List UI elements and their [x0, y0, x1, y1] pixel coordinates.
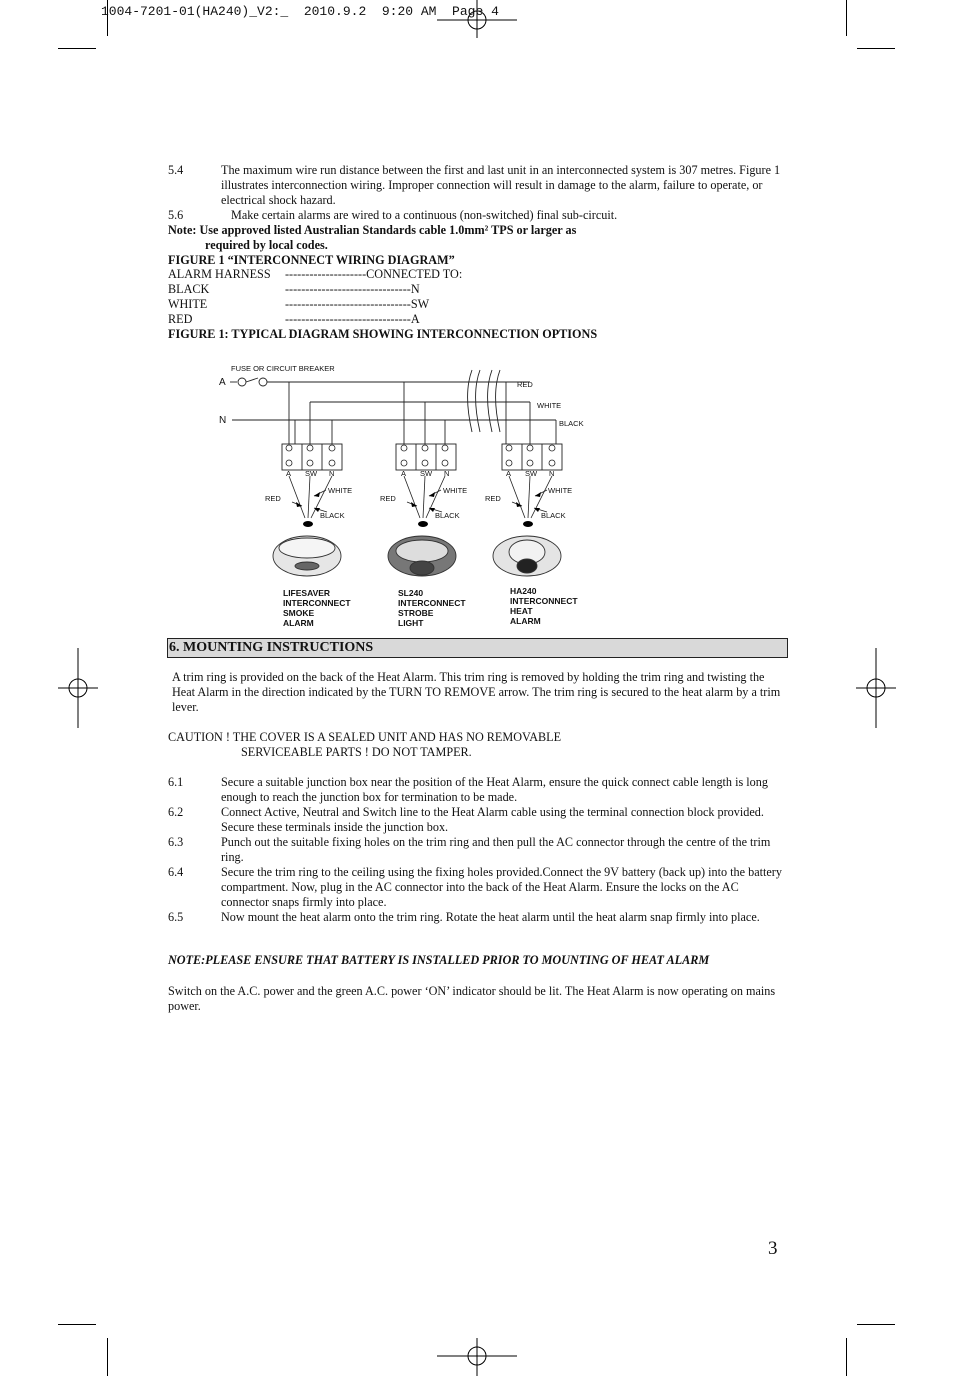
terminal-label: SW: [305, 469, 318, 478]
wire-label: BLACK: [320, 511, 345, 520]
device-label-strobe: SL240 INTERCONNECT STROBE LIGHT: [398, 588, 466, 628]
item-text: The maximum wire run distance between the first and last unit in an interconnected system is 307 metres. Figure 1 illustrates interconnection wiring. Improper connection will result in damage to the alarm, failure to operate, or electrical shock hazard.: [221, 163, 781, 207]
terminal-label: A: [401, 469, 407, 478]
wire-label: WHITE: [548, 486, 573, 495]
terminal-label: A: [506, 469, 512, 478]
step-number: 6.5: [168, 910, 184, 924]
harness-table: [168, 267, 788, 327]
section-title: 6. MOUNTING INSTRUCTIONS: [167, 638, 788, 658]
wire-label: BLACK: [541, 511, 566, 520]
caution: [168, 730, 782, 760]
harness-row: RED -------------------------------A: [168, 312, 420, 326]
figure-caption: FIGURE 1: TYPICAL DIAGRAM SHOWING INTERCONNECTION OPTIONS: [168, 327, 598, 341]
item-number: 5.6: [168, 208, 184, 222]
page-number: 3: [768, 1238, 778, 1259]
final-paragraph: Switch on the A.C. power and the green A.C. power ‘ON’ indicator should be lit. The Heat Alarm is now operating on mains power.: [168, 984, 776, 1013]
line-a-label: A: [219, 377, 226, 388]
fuse-label: FUSE OR CIRCUIT BREAKER: [231, 364, 335, 373]
step-text: Now mount the heat alarm onto the trim ring. Rotate the heat alarm until the heat alarm snap firmly into place.: [221, 910, 760, 924]
item-5-4: [168, 163, 788, 208]
terminal-label: N: [444, 469, 450, 478]
battery-note: NOTE:PLEASE ENSURE THAT BATTERY IS INSTALLED PRIOR TO MOUNTING OF HEAT ALARM: [168, 953, 710, 967]
step-text: Punch out the suitable fixing holes on the trim ring and then pull the AC connector through the centre of the trim ring.: [221, 835, 771, 864]
terminal-label: N: [329, 469, 335, 478]
caution-line: SERVICEABLE PARTS ! DO NOT TAMPER.: [241, 745, 472, 759]
device-label-smoke: LIFESAVER INTERCONNECT SMOKE ALARM: [283, 588, 351, 628]
terminal-label: N: [549, 469, 555, 478]
line-n-label: N: [219, 415, 227, 426]
step-number: 6.4: [168, 865, 184, 879]
cable-note: [168, 223, 788, 253]
item-5-6: [168, 208, 788, 223]
wire-label: WHITE: [328, 486, 353, 495]
figure-title: FIGURE 1 “INTERCONNECT WIRING DIAGRAM”: [168, 253, 455, 267]
note-line: required by local codes.: [205, 238, 328, 252]
print-header: 1004-7201-01(HA240)_V2:_ 2010.9.2 9:20 AM Page 4: [101, 4, 499, 19]
wire-label: WHITE: [537, 401, 562, 410]
note-line: Note: Use approved listed Australian Standards cable 1.0mm² TPS or larger as: [168, 223, 577, 237]
item-number: 5.4: [168, 163, 184, 177]
step-text: Secure a suitable junction box near the position of the Heat Alarm, ensure the quick connect cable length is long enough to reach the junction box for termination to be made.: [221, 775, 768, 804]
wire-label: BLACK: [559, 419, 584, 428]
terminal-label: SW: [525, 469, 538, 478]
wire-label: RED: [380, 494, 396, 503]
harness-row: ALARM HARNESS --------------------CONNECTED TO:: [168, 267, 463, 281]
step-number: 6.3: [168, 835, 184, 849]
step-number: 6.2: [168, 805, 184, 819]
step-6-2: [168, 805, 788, 835]
wire-label: RED: [265, 494, 281, 503]
caution-line: CAUTION ! THE COVER IS A SEALED UNIT AND HAS NO REMOVABLE: [168, 730, 562, 744]
intro-paragraph: A trim ring is provided on the back of the Heat Alarm. This trim ring is removed by holding the trim ring and twisting the Heat Alarm in the direction indicated by the TURN TO REMOVE arrow. The trim ring is secured to the heat alarm by a trim lever.: [172, 670, 781, 714]
step-6-5: [168, 910, 788, 925]
wire-label: BLACK: [435, 511, 460, 520]
device-label-heat: HA240 INTERCONNECT HEAT ALARM: [510, 586, 578, 626]
harness-row: BLACK -------------------------------N: [168, 282, 420, 296]
wire-label: RED: [485, 494, 501, 503]
terminal-label: SW: [420, 469, 433, 478]
diagram-labels: [210, 356, 590, 631]
step-text: Secure the trim ring to the ceiling using the fixing holes provided.Connect the 9V battery (back up) into the battery compartment. Now, plug in the AC connector into the back of the Heat Alarm. Ensure the locks on the AC connector snaps firmly into place.: [221, 865, 782, 909]
step-number: 6.1: [168, 775, 184, 789]
harness-row: WHITE -------------------------------SW: [168, 297, 430, 311]
step-6-1: [168, 775, 788, 805]
wire-label: WHITE: [443, 486, 468, 495]
terminal-label: A: [286, 469, 292, 478]
item-text: Make certain alarms are wired to a continuous (non-switched) final sub-circuit.: [231, 208, 618, 222]
step-6-4: [168, 865, 788, 910]
step-text: Connect Active, Neutral and Switch line to the Heat Alarm cable using the terminal connection block provided. Secure these terminals inside the junction box.: [221, 805, 764, 834]
step-6-3: [168, 835, 788, 865]
wire-label: RED: [517, 380, 533, 389]
